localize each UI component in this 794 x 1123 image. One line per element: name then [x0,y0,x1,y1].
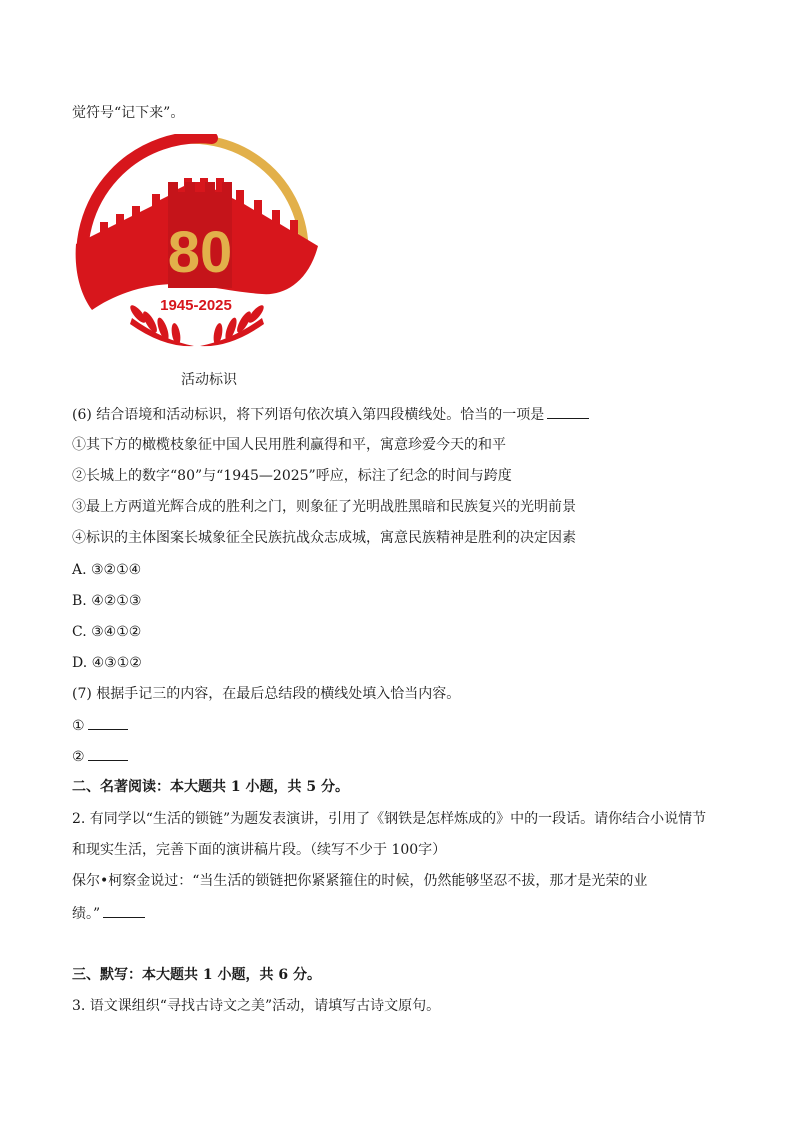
quote-line-2-text: 绩。” [72,906,101,922]
q6-option-a: A. ③②①④ [72,562,142,578]
q7-item-1 [72,715,128,736]
intro-tail-text: 觉符号“记下来”。 [72,105,185,121]
q6-statement-4: ④标识的主体图案长城象征全民族抗战众志成城，寓意民族精神是胜利的决定因素 [72,530,576,546]
q6-statement-1: ①其下方的橄榄枝象征中国人民用胜利赢得和平，寓意珍爱今天的和平 [72,437,506,453]
q6-stem-line [72,404,589,425]
great-wall-80-emblem-icon [72,134,322,356]
q6-option-b: B. ④②①③ [72,593,142,609]
q6-stem: (6) 结合语境和活动标识，将下列语句依次填入第四段横线处。恰当的一项是 [72,407,545,423]
q7-item-1-label: ① [72,718,85,734]
q7-item-1-blank[interactable] [88,715,128,730]
q6-statement-3: ③最上方两道光辉合成的胜利之门，则象征了光明战胜黑暗和民族复兴的光明前景 [72,499,576,515]
event-logo [72,134,322,356]
q2-line-2: 和现实生活，完善下面的演讲稿片段。（续写不少于 100字） [72,842,447,858]
section3-heading: 三、默写：本大题共 1 小题，共 6 分。 [72,967,321,983]
logo-years: 1945-2025 [160,297,232,314]
logo-number: 80 [167,220,233,285]
q7-stem: (7) 根据手记三的内容，在最后总结段的横线处填入恰当内容。 [72,686,461,702]
q3-stem: 3. 语文课组织“寻找古诗文之美”活动，请填写古诗文原句。 [72,998,441,1014]
q2-answer-blank[interactable] [103,903,145,918]
logo-caption: 活动标识 [181,372,237,388]
quote-line-1: 保尔•柯察金说过：“当生活的锁链把你紧紧箍住的时候，仍然能够坚忍不拔，那才是光荣的业 [72,873,648,889]
q6-option-d: D. ④③①② [72,655,142,671]
q7-item-2-label: ② [72,749,85,765]
q6-statement-2: ②长城上的数字“80”与“1945—2025”呼应，标注了纪念的时间与跨度 [72,468,512,484]
q6-answer-blank[interactable] [547,404,589,419]
q2-line-1: 2. 有同学以“生活的锁链”为题发表演讲，引用了《钢铁是怎样炼成的》中的一段话。请你结合小说情节 [72,811,707,827]
q7-item-2 [72,746,128,767]
section2-heading: 二、名著阅读：本大题共 1 小题，共 5 分。 [72,779,349,795]
q6-option-c: C. ③④①② [72,624,142,640]
quote-line-2 [72,903,145,924]
q7-item-2-blank[interactable] [88,746,128,761]
